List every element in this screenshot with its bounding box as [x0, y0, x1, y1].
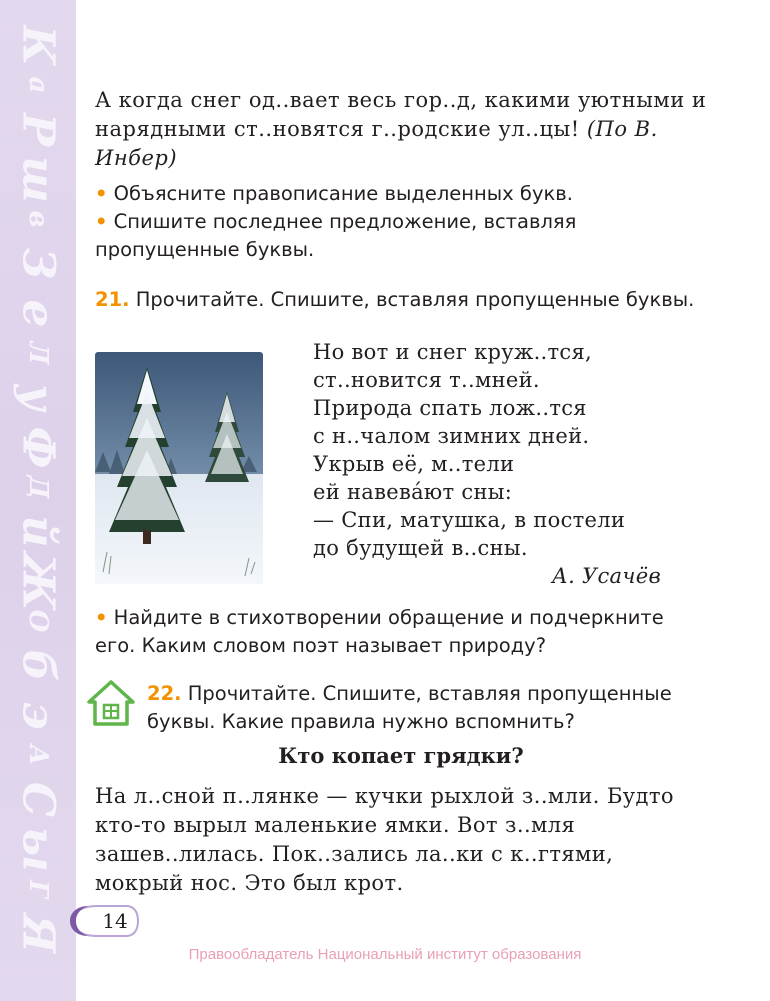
text-source: (По В. Инбер): [95, 117, 658, 170]
decorative-letter: Ж: [12, 552, 64, 611]
winter-landscape-image: [95, 352, 263, 584]
decorative-letter: э: [12, 701, 64, 730]
decorative-letter: Я: [12, 914, 64, 953]
bullet-dot-icon: •: [95, 606, 108, 629]
decorative-letter: Ф: [12, 426, 64, 469]
decorative-letter: ы: [12, 827, 64, 872]
decorative-letter: б: [12, 649, 64, 682]
poem-line: ст..новится т..мней.: [313, 368, 540, 392]
bullet-dot-icon: •: [95, 182, 108, 205]
decorative-letter: у: [12, 384, 64, 411]
decorative-letter: а: [23, 76, 53, 94]
decorative-letter: Г: [23, 880, 53, 898]
decorative-letter: Д: [23, 475, 53, 499]
poem-author: А. Усачёв: [551, 564, 661, 588]
poem-line: Укрыв её, м..тели: [313, 452, 515, 476]
exercise-instruction: Прочитайте. Спишите, вставляя пропущенные буквы. Какие правила нужно вспомнить?: [147, 682, 672, 733]
poem-line: Природа спать лож..тся: [313, 396, 587, 420]
poem-line: Но вот и снег круж..тся,: [313, 340, 593, 364]
poem-line: с н..чалом зимних дней.: [313, 424, 590, 448]
decorative-letter: й: [12, 515, 64, 548]
page-number: 14: [102, 909, 128, 933]
exercise-21: [95, 286, 707, 314]
decorative-letter: К: [12, 25, 64, 66]
home-task-icon: [86, 678, 136, 728]
poem-line: ей навева́ют сны:: [313, 480, 513, 504]
poem-line: до будущей в..сны.: [313, 536, 528, 560]
exercise-instruction: Прочитайте. Спишите, вставляя пропущенные буквы.: [135, 288, 695, 311]
bullet-item: • Найдите в стихотворении обращение и подчеркните его. Каким словом поэт называет природу?: [95, 606, 664, 657]
decorative-letter: Л: [23, 341, 53, 365]
decorative-letter: З: [12, 247, 64, 280]
poem-line: — Спи, матушка, в постели: [313, 508, 626, 532]
bullet-item: • Спишите последнее предложение, вставляя пропущенные буквы.: [95, 210, 577, 261]
text-paragraph: На л..сной п..лянке — кучки рыхлой з..мли. Будто кто-то вырыл маленькие ямки. Вот з..мля зашев..лилась. Пок..зались ла..ки с к..гтями, мокрый нос. Это был крот.: [95, 784, 674, 895]
decorative-letter: С: [12, 781, 64, 818]
bullet-item: • Объясните правописание выделенных букв.: [95, 182, 573, 205]
decorative-letter: О: [23, 609, 53, 633]
decorative-letter: ш: [12, 156, 64, 203]
decorative-letter: А: [23, 744, 53, 766]
decorative-side-strip: [0, 0, 76, 1001]
text-title: Кто копает грядки?: [278, 743, 524, 768]
exercise-22: [147, 680, 707, 736]
decorative-letter: в: [23, 210, 53, 228]
poem: [313, 338, 673, 590]
exercise-number: 21.: [95, 288, 130, 311]
exercise-number: 22.: [147, 682, 182, 705]
bullet-dot-icon: •: [95, 210, 108, 233]
decorative-letter: е: [12, 299, 64, 328]
text-paragraph: А когда снег од..вает весь гор..д, какими уютными и нарядными ст..новятся г..родские ул..цы! (По В. Инбер): [95, 88, 707, 170]
decorative-letter: Р: [12, 112, 64, 147]
copyright-footer: Правообладатель Национальный институт образования: [188, 946, 582, 963]
